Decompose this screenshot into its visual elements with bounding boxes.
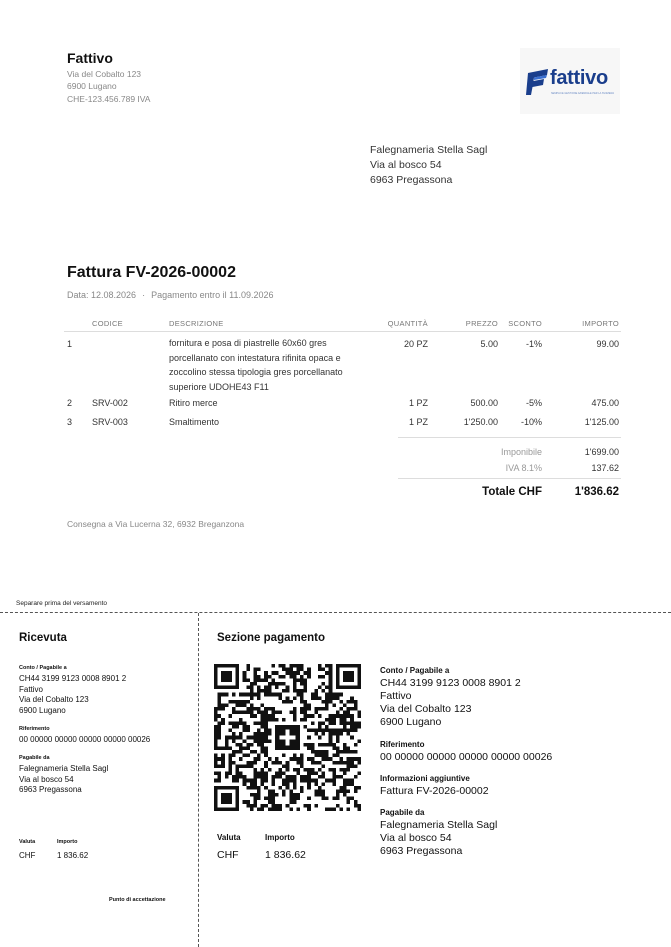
table-row-price: 500.00 — [470, 398, 498, 408]
meta-separator: · — [142, 290, 146, 300]
sender-address-line2: 6900 Lugano — [67, 81, 117, 91]
qr-finder-pattern — [214, 664, 239, 689]
table-row-price: 5.00 — [480, 339, 498, 349]
invoice-due-date: Pagamento entro il 11.09.2026 — [151, 290, 274, 300]
receipt-payer-name: Falegnameria Stella Sagl — [19, 764, 109, 773]
table-row-num: 3 — [67, 417, 73, 427]
recipient-name: Falegnameria Stella Sagl — [370, 144, 488, 156]
table-row-code: SRV-002 — [92, 398, 128, 408]
receipt-creditor-line1: Via del Cobalto 123 — [19, 695, 89, 704]
table-row-qty: 20 PZ — [403, 339, 428, 349]
col-header-description: DESCRIZIONE — [169, 319, 224, 328]
iva-label: IVA 8.1% — [505, 463, 542, 473]
table-row-price: 1'250.00 — [463, 417, 498, 427]
payment-amount-label: Importo — [265, 833, 295, 842]
recipient-address-line1: Via al bosco 54 — [370, 159, 442, 171]
invoice-title: Fattura FV-2026-00002 — [67, 264, 236, 281]
logo-wordmark: fattivo — [550, 67, 608, 89]
col-header-discount: SCONTO — [508, 319, 542, 328]
fattivo-logo-icon — [526, 69, 550, 95]
separate-note: Separare prima del versamento — [16, 600, 108, 607]
total-label: Totale CHF — [482, 486, 542, 498]
table-row-description: Smaltimento — [169, 417, 220, 427]
payment-payer-label: Pagabile da — [380, 808, 425, 817]
table-row-num: 2 — [67, 398, 73, 408]
receipt-reference-label: Riferimento — [19, 726, 50, 732]
delivery-address: Consegna a Via Lucerna 32, 6932 Breganzona — [67, 519, 245, 529]
acceptance-point: Punto di accettazione — [109, 897, 166, 903]
receipt-payer-line1: Via al bosco 54 — [19, 774, 74, 784]
receipt-payer-label: Pagabile da — [19, 755, 50, 761]
invoice-date: Data: 12.08.2026 — [67, 290, 137, 300]
table-row-discount: -10% — [520, 417, 542, 427]
receipt-reference: 00 00000 00000 00000 00000 00026 — [19, 735, 151, 744]
table-row-amount: 475.00 — [591, 398, 619, 408]
iva-value: 137.62 — [591, 463, 619, 473]
receipt-creditor-line2: 6900 Lugano — [19, 705, 66, 715]
receipt-title: Ricevuta — [19, 632, 67, 644]
sender-name: Fattivo — [67, 50, 113, 66]
payment-amount: 1 836.62 — [265, 849, 306, 861]
payment-payer-line2: 6963 Pregassona — [380, 845, 463, 857]
qr-finder-pattern — [214, 786, 239, 811]
receipt-creditor-name: Fattivo — [19, 684, 44, 694]
table-row-num: 1 — [67, 339, 73, 349]
table-row-code: SRV-003 — [92, 417, 128, 427]
payment-creditor-line1: Via del Cobalto 123 — [380, 703, 472, 715]
imponibile-value: 1'699.00 — [584, 447, 619, 457]
sender-address-line1: Via del Cobalto 123 — [67, 69, 142, 79]
totals-divider — [398, 437, 621, 438]
payment-reference: 00 00000 00000 00000 00000 00026 — [380, 751, 553, 763]
logo-tagline: SEMPLICE GESTIONE AZIENDALE PER LA SVIZZERA — [551, 92, 615, 95]
perforation-line-horizontal — [0, 612, 671, 613]
swiss-qr-code — [214, 664, 361, 811]
table-row-discount: -1% — [525, 339, 542, 349]
receipt-account-label: Conto / Pagabile a — [19, 665, 67, 671]
payment-info-label: Informazioni aggiuntive — [380, 774, 470, 783]
receipt-currency: CHF — [19, 851, 36, 860]
payment-creditor-line2: 6900 Lugano — [380, 716, 442, 728]
payment-creditor-name: Fattivo — [380, 690, 412, 702]
sender-vat: CHE-123.456.789 IVA — [67, 94, 151, 104]
receipt-amount: 1 836.62 — [57, 851, 89, 860]
payment-payer-name: Falegnameria Stella Sagl — [380, 819, 498, 831]
imponibile-label: Imponibile — [500, 447, 542, 457]
payment-currency: CHF — [217, 849, 239, 861]
table-row-description: fornitura e posa di piastrelle 60x60 gres porcellanato con intestatura rifinita opaca e zoccolino stessa tipologia gres porcellanato superiore UDOHE43 F11 — [169, 338, 343, 392]
table-header-divider — [64, 331, 621, 332]
perforation-line-vertical — [198, 613, 199, 947]
receipt-payer-line2: 6963 Pregassona — [19, 785, 82, 794]
col-header-price: PREZZO — [465, 319, 498, 328]
payment-payer-line1: Via al bosco 54 — [380, 832, 452, 844]
col-header-code: CODICE — [92, 319, 123, 328]
payment-currency-label: Valuta — [217, 833, 241, 842]
total-value: 1'836.62 — [574, 486, 619, 498]
col-header-amount: IMPORTO — [582, 319, 619, 328]
receipt-iban: CH44 3199 9123 0008 8901 2 — [19, 674, 127, 683]
payment-info: Fattura FV-2026-00002 — [380, 785, 489, 797]
invoice-meta — [67, 290, 274, 300]
table-row-description: Ritiro merce — [169, 398, 218, 408]
table-row-discount: -5% — [525, 398, 542, 408]
payment-iban: CH44 3199 9123 0008 8901 2 — [380, 677, 521, 689]
recipient-address-line2: 6963 Pregassona — [370, 174, 453, 186]
grand-total-divider — [398, 478, 621, 479]
receipt-currency-label: Valuta — [19, 839, 36, 845]
receipt-amount-label: Importo — [57, 839, 78, 845]
payment-part-title: Sezione pagamento — [217, 632, 325, 644]
table-row-amount: 99.00 — [596, 339, 619, 349]
table-row-qty: 1 PZ — [408, 417, 428, 427]
table-row-amount: 1'125.00 — [584, 417, 619, 427]
company-logo — [520, 48, 620, 114]
col-header-quantity: QUANTITÀ — [387, 319, 428, 328]
swiss-cross-icon — [273, 723, 302, 752]
payment-account-label: Conto / Pagabile a — [380, 666, 450, 675]
qr-finder-pattern — [336, 664, 361, 689]
payment-reference-label: Riferimento — [380, 740, 425, 749]
table-row-qty: 1 PZ — [408, 398, 428, 408]
